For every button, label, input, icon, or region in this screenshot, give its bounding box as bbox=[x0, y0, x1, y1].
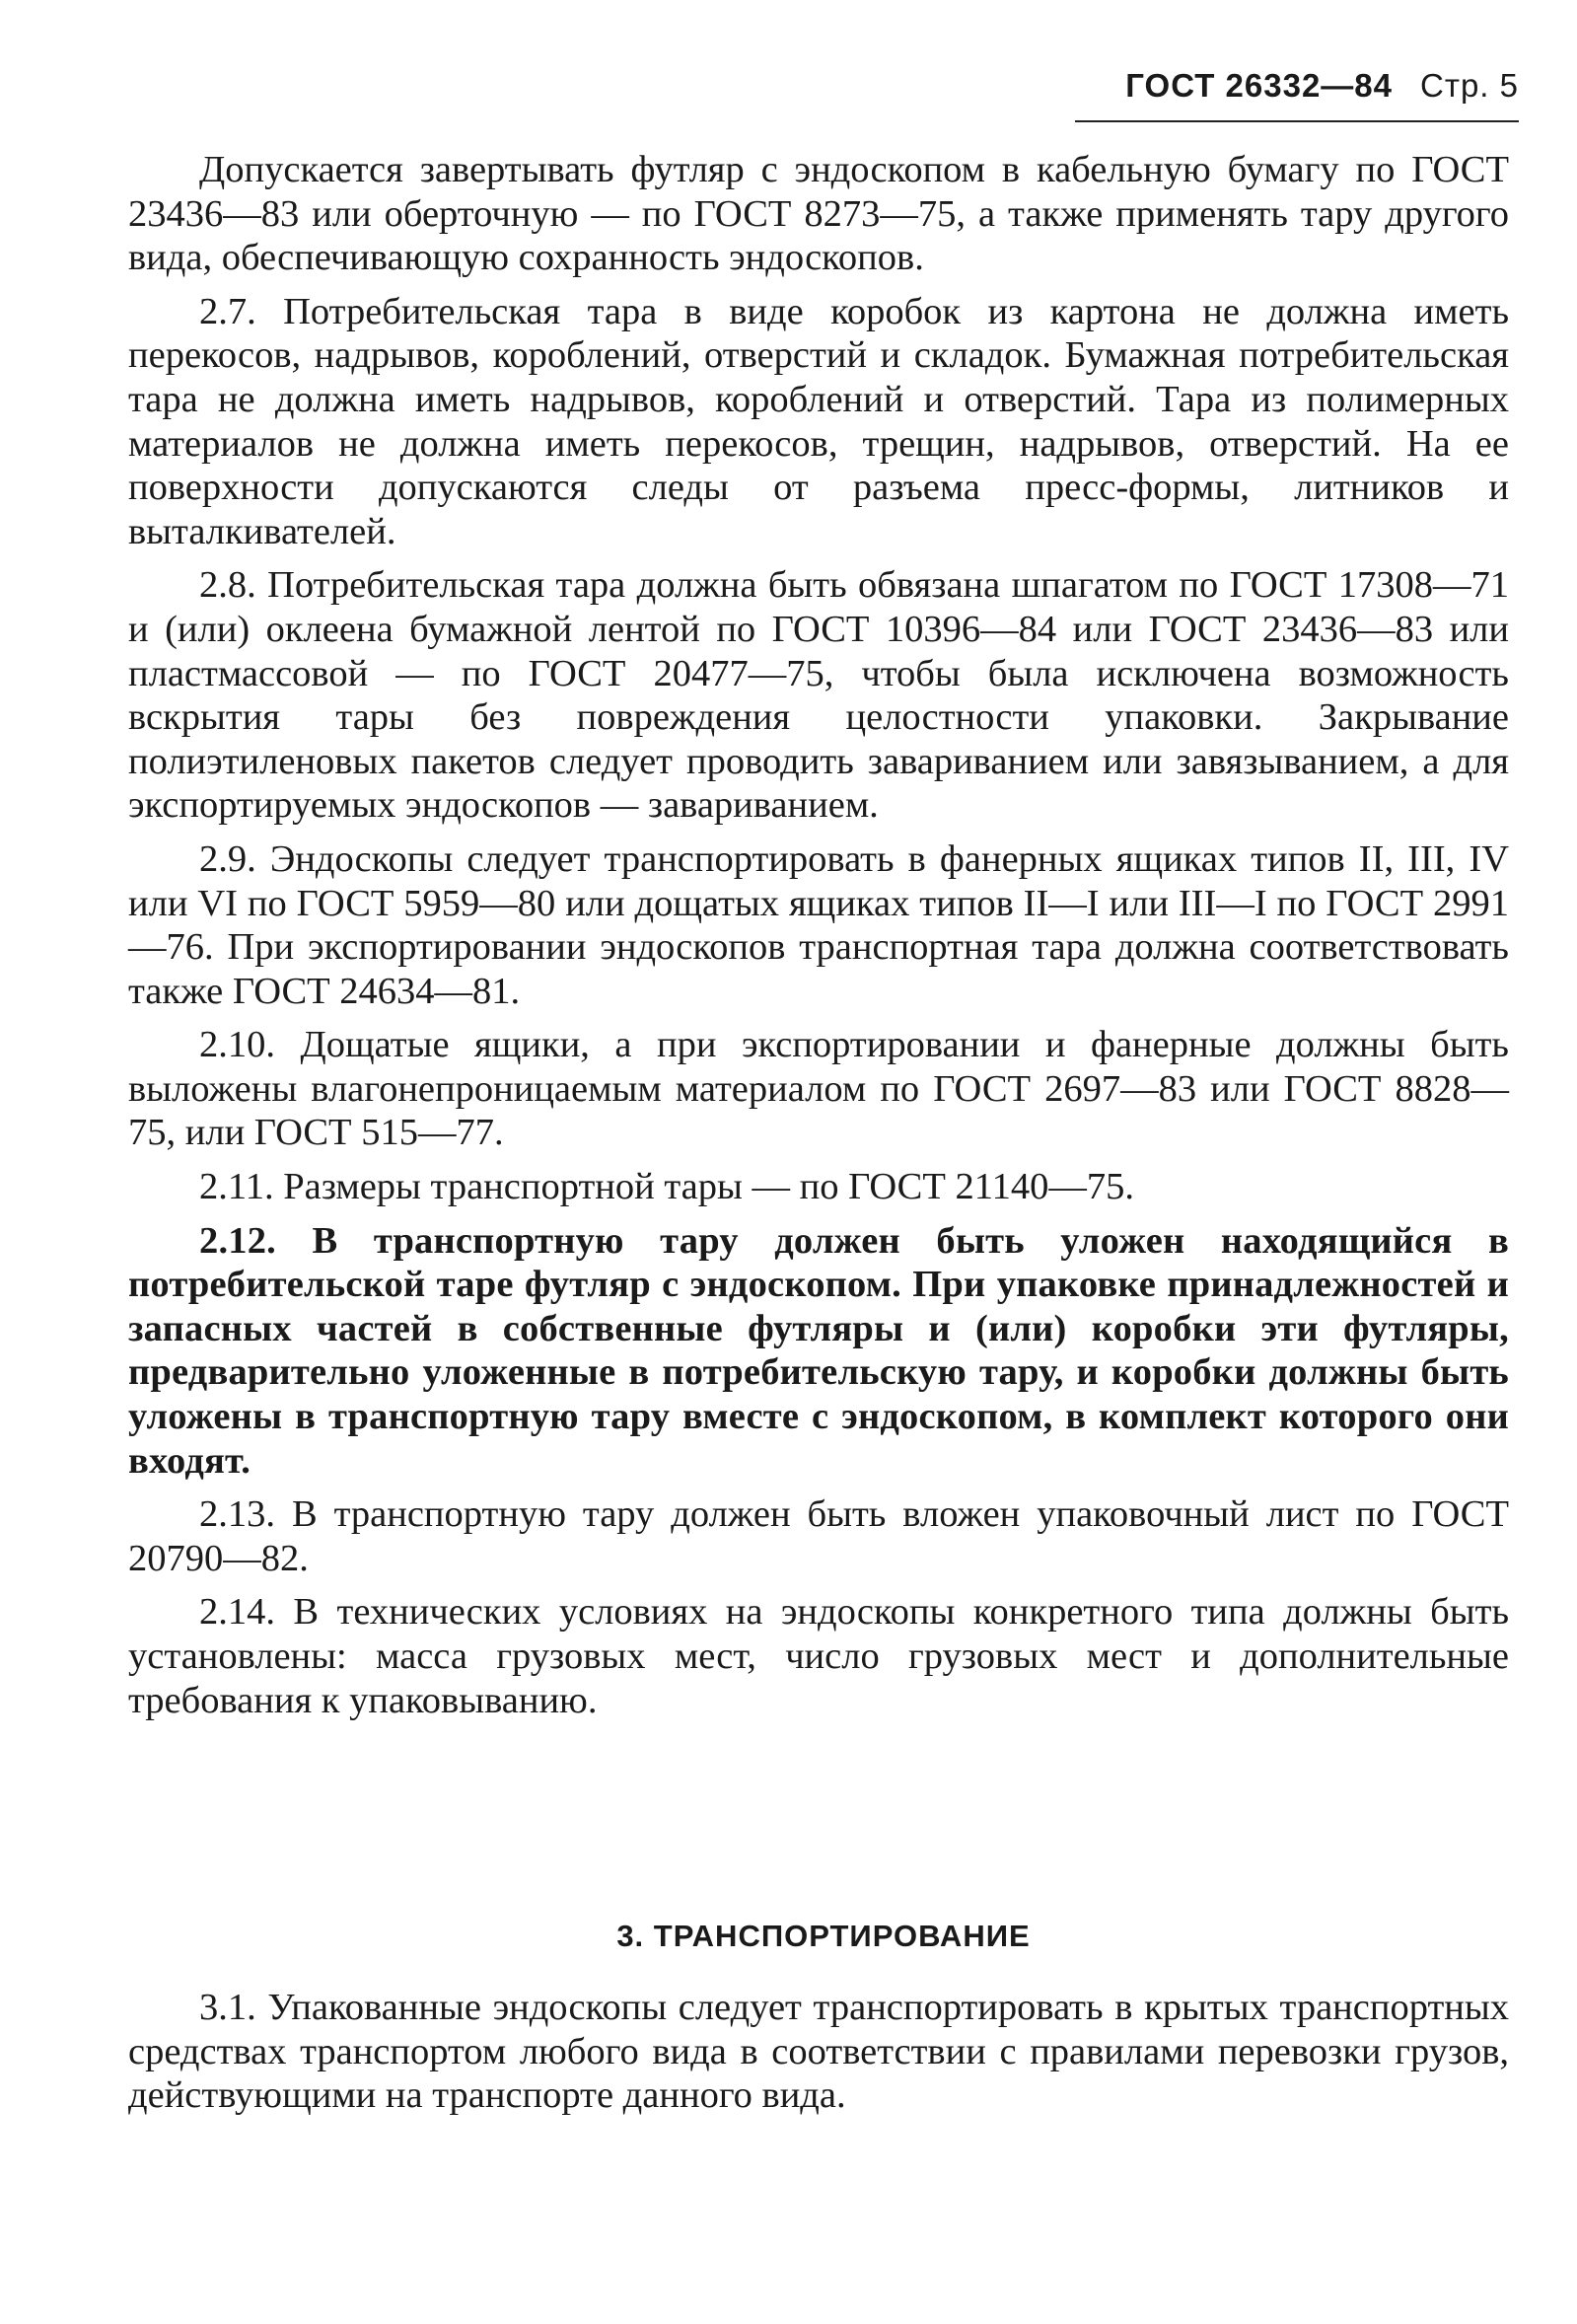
paragraph-2-10: 2.10. Дощатые ящики, а при экспортировании и фанерные должны быть выложены влагонепроницаемым материалом по ГОСТ 2697—83 или ГОСТ 8828—75, или ГОСТ 515—77. bbox=[128, 1024, 1509, 1154]
paragraph-2-8: 2.8. Потребительская тара должна быть обвязана шпагатом по ГОСТ 17308—71 и (или) оклеена бумажной лентой по ГОСТ 10396—84 или ГОСТ 23436—83 или пластмассовой — по ГОСТ 20477—75, чтобы была исключена возможность вскрытия тары без повреждения целостности упаковки. Закрывание полиэтиленовых пакетов следует проводить завариванием или завязыванием, а для экспортируемых эндоскопов — завариванием. bbox=[128, 564, 1509, 827]
paragraph-2-9: 2.9. Эндоскопы следует транспортировать в фанерных ящиках типов II, III, IV или VI по ГОСТ 5959—80 или дощатых ящиках типов II—I или III—I по ГОСТ 2991—76. При экспортировании эндоскопов транспортная тара должна соответствовать также ГОСТ 24634—81. bbox=[128, 837, 1509, 1012]
paragraph-wrapping: Допускается завертывать футляр с эндоскопом в кабельную бумагу по ГОСТ 23436—83 или оберточную — по ГОСТ 8273—75, а также применять тару другого вида, обеспечивающую сохранность эндоскопов. bbox=[128, 149, 1509, 279]
paragraph-2-13: 2.13. В транспортную тару должен быть вложен упаковочный лист по ГОСТ 20790—82. bbox=[128, 1493, 1509, 1579]
body-text bbox=[128, 148, 1509, 1732]
paragraph-2-11: 2.11. Размеры транспортной тары — по ГОСТ 21140—75. bbox=[199, 1166, 1134, 1208]
paragraph-2-14: 2.14. В технических условиях на эндоскопы конкретного типа должны быть установлены: масса грузовых мест, число грузовых мест и дополнительные требования к упаковыванию. bbox=[128, 1591, 1509, 1721]
paragraph-2-12: 2.12. В транспортную тару должен быть уложен находящийся в потребительской таре футляр с эндоскопом. При упаковке принадлежностей и запасных частей в собственные футляры и (или) коробки эти футляры, предварительно уложенные в потребительскую тару, и коробки должны быть уложены в транспортную тару вместе с эндоскопом, в комплект которого они входят. bbox=[128, 1219, 1509, 1482]
document-code: ГОСТ 26332—84 bbox=[1125, 67, 1393, 104]
page-number: Стр. 5 bbox=[1420, 67, 1519, 104]
section-text bbox=[128, 1986, 1509, 2118]
page-header bbox=[128, 67, 1519, 126]
header-rule bbox=[1075, 120, 1519, 122]
paragraph-2-7: 2.7. Потребительская тара в виде коробок из картона не должна иметь перекосов, надрывов, короблений, отверстий и складок. Бумажная потребительская тара не должна иметь надрывов, короблений и отверстий. Тара из полимерных материалов не должна иметь перекосов, трещин, надрывов, отверстий. На ее поверхности допускаются следы от разъема пресс-формы, литников и выталкивателей. bbox=[128, 290, 1509, 552]
paragraph-3-1: 3.1. Упакованные эндоскопы следует транспортировать в крытых транспортных средствах транспортом любого вида в соответствии с правилами перевозки грузов, действующими на транспорте данного вида. bbox=[128, 1987, 1509, 2117]
section-title: 3. ТРАНСПОРТИРОВАНИЕ bbox=[616, 1919, 1031, 1953]
